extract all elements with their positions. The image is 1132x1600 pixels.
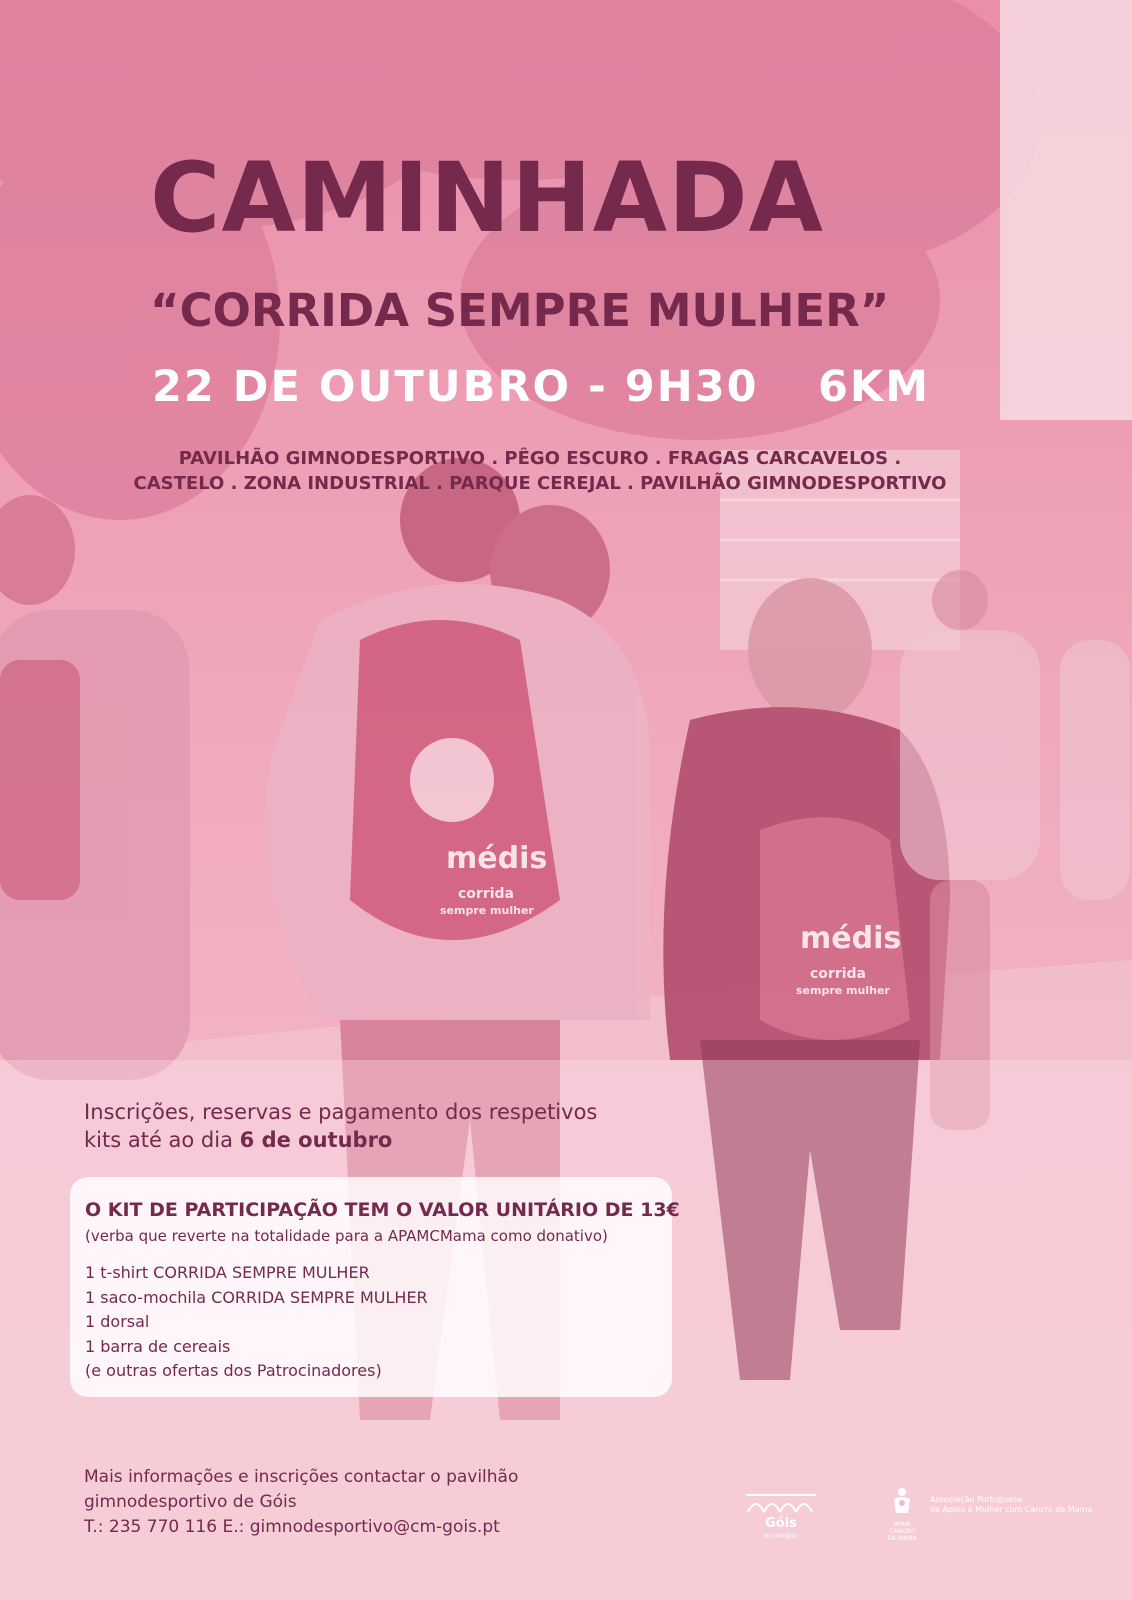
bag-slogan-text-2: sempre mulher (440, 904, 534, 917)
apam-org-line-1: Associação Portuguesa (930, 1495, 1023, 1504)
bag-brand-text: médis (446, 841, 548, 876)
event-title: CAMINHADA (150, 142, 824, 254)
gois-municipality-logo (746, 1490, 816, 1540)
route-line-2: CASTELO . ZONA INDUSTRIAL . PARQUE CEREJAL . PAVILHÃO GIMNODESPORTIVO (133, 473, 947, 494)
route-line-1: PAVILHÃO GIMNODESPORTIVO . PÊGO ESCURO . FRAGAS CARCAVELOS . (178, 448, 902, 469)
kit-item: 1 saco-mochila CORRIDA SEMPRE MULHER (85, 1287, 428, 1307)
kit-note: (verba que reverte na totalidade para a APAMCMama como donativo) (85, 1227, 608, 1245)
kit-item-list (85, 1261, 428, 1384)
kit-item: 1 dorsal (85, 1312, 150, 1331)
apam-acronym-text: APAM (893, 1521, 911, 1528)
route-description (130, 446, 950, 496)
bag-brand-text-2: médis (800, 921, 902, 956)
registration-line-1: Inscrições, reservas e pagamento dos respetivos (84, 1100, 598, 1124)
apam-logo (880, 1487, 1093, 1547)
registration-line-2 (84, 1126, 597, 1154)
contact-line-3: T.: 235 770 116 E.: gimnodesportivo@cm-gois.pt (84, 1517, 500, 1537)
apam-figures-icon (880, 1487, 924, 1521)
kit-heading: O KIT DE PARTICIPAÇÃO TEM O VALOR UNITÁRIO DE 13€ (85, 1199, 680, 1221)
kit-item: (e outras ofertas dos Patrocinadores) (85, 1361, 382, 1380)
contact-line-2: gimnodesportivo de Góis (84, 1492, 297, 1512)
apam-org-line-2: de Apoio à Mulher com Cancro da Mama (930, 1505, 1093, 1514)
event-distance: 6KM (818, 362, 931, 412)
bag-slogan-text-3: corrida (810, 966, 866, 982)
bag-slogan-text-4: sempre mulher (796, 984, 890, 997)
registration-deadline (84, 1098, 597, 1154)
gois-logo-name: Góis (765, 1516, 797, 1531)
apam-acronym (886, 1521, 918, 1542)
contact-info (84, 1465, 518, 1540)
registration-prefix: kits até ao dia (84, 1128, 240, 1152)
event-date-time: 22 DE OUTUBRO - 9H30 (152, 362, 759, 412)
bag-slogan-text-1: corrida (458, 886, 514, 902)
bridge-arches-icon (746, 1490, 816, 1516)
gois-logo-sub: município (763, 1532, 799, 1540)
apam-org-name (930, 1495, 1092, 1515)
kit-item: 1 barra de cereais (85, 1336, 231, 1356)
contact-line-1: Mais informações e inscrições contactar o pavilhão (84, 1467, 519, 1487)
kit-info-box (70, 1177, 680, 1397)
event-subtitle: “CORRIDA SEMPRE MULHER” (150, 284, 890, 337)
kit-item: 1 t-shirt CORRIDA SEMPRE MULHER (85, 1263, 370, 1282)
registration-date: 6 de outubro (239, 1128, 393, 1152)
apam-tag-text: CANCRO DA MAMA (887, 1528, 917, 1542)
